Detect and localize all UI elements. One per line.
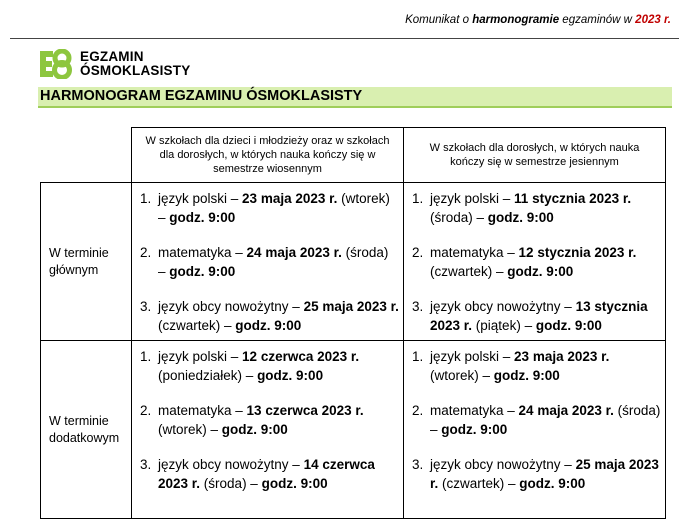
exam-subject: język obcy nowożytny – (430, 457, 576, 472)
exam-day: (czwartek) – (438, 476, 520, 491)
exam-time: godz. 9:00 (441, 422, 508, 437)
table-row (41, 341, 666, 519)
exam-item (132, 401, 403, 439)
exam-item (132, 189, 403, 227)
exam-subject: język obcy nowożytny – (158, 457, 304, 472)
exam-subject: język obcy nowożytny – (158, 299, 304, 314)
main-spring-cell (132, 183, 404, 341)
main-autumn-cell (404, 183, 666, 341)
page-title: HARMONOGRAM EGZAMINU ÓSMOKLASISTY (40, 88, 363, 104)
exam-date: 25 maja 2023 r. (430, 457, 659, 491)
exam-date: 25 maja 2023 r. (303, 299, 399, 314)
empty-corner-cell (41, 128, 132, 183)
exam-date: 24 maja 2023 r. (518, 403, 614, 418)
exam-number: 1. (140, 349, 152, 364)
exam-number: 3. (412, 457, 424, 472)
exam-date: 13 czerwca 2023 r. (246, 403, 364, 418)
exam-day: (środa) – (200, 476, 262, 491)
exam-date: 12 stycznia 2023 r. (518, 245, 637, 260)
exam-day: (środa) – (158, 245, 389, 279)
header-year: 2023 r. (635, 14, 671, 26)
exam-day: (środa) – (430, 210, 488, 225)
exam-item (404, 189, 665, 227)
exam-item (132, 455, 403, 493)
header-prefix: Komunikat o (405, 14, 473, 26)
exam-item (132, 297, 403, 335)
exam-item (132, 347, 403, 385)
exam-date: 24 maja 2023 r. (246, 245, 342, 260)
row-label-main: W terminie głównym (41, 183, 132, 341)
exam-subject: matematyka – (158, 245, 247, 260)
exam-number: 1. (412, 349, 424, 364)
exam-day: (poniedziałek) – (158, 368, 258, 383)
exam-day: (wtorek) – (158, 191, 390, 225)
exam-day: (wtorek) – (158, 422, 222, 437)
logo-line1: EGZAMIN (80, 49, 144, 64)
additional-autumn-cell (404, 341, 666, 519)
logo-line2: ÓSMOKLASISTY (80, 63, 191, 78)
e8-logo-icon (38, 49, 72, 79)
exam-day: (piątek) – (472, 318, 536, 333)
exam-date: 23 maja 2023 r. (514, 349, 610, 364)
exam-time: godz. 9:00 (261, 476, 328, 491)
table-header-row (41, 128, 666, 183)
document-header (405, 14, 671, 26)
col-header-spring: W szkołach dla dzieci i młodzieży oraz w szkołach dla dorosłych, w których nauka kończy się w semestrze wiosennym (132, 128, 404, 183)
exam-time: godz. 9:00 (169, 264, 236, 279)
exam-subject: język polski – (430, 191, 515, 206)
exam-date: 12 czerwca 2023 r. (242, 349, 360, 364)
exam-number: 3. (412, 299, 424, 314)
exam-time: godz. 9:00 (221, 422, 288, 437)
exam-date: 14 czerwca 2023 r. (158, 457, 375, 491)
exam-item (404, 347, 665, 385)
exam-number: 3. (140, 299, 152, 314)
exam-time: godz. 9:00 (535, 318, 602, 333)
exam-item (404, 401, 665, 439)
exam-date: 23 maja 2023 r. (242, 191, 338, 206)
exam-subject: matematyka – (430, 403, 519, 418)
table-row (41, 183, 666, 341)
exam-day: (czwartek) – (158, 318, 236, 333)
exam-number: 2. (140, 245, 152, 260)
exam-time: godz. 9:00 (519, 476, 586, 491)
col-header-autumn: W szkołach dla dorosłych, w których nauka kończy się w semestrze jesiennym (404, 128, 666, 183)
exam-day: (środa) – (430, 403, 661, 437)
header-bold: harmonogramie (472, 14, 560, 26)
exam-subject: matematyka – (430, 245, 519, 260)
exam-time: godz. 9:00 (493, 368, 560, 383)
logo-wordmark (80, 50, 190, 78)
exam-date: 11 stycznia 2023 r. (514, 191, 632, 206)
additional-spring-cell (132, 341, 404, 519)
exam-item (404, 243, 665, 281)
exam-time: godz. 9:00 (169, 210, 236, 225)
schedule-table (40, 127, 666, 519)
exam-subject: język polski – (158, 349, 243, 364)
exam-time: godz. 9:00 (507, 264, 574, 279)
exam-time: godz. 9:00 (257, 368, 324, 383)
exam-number: 2. (412, 403, 424, 418)
title-bar (38, 87, 672, 108)
exam-day: (wtorek) – (430, 368, 494, 383)
header-middle: egzaminów w (559, 14, 636, 26)
exam-item (132, 243, 403, 281)
exam-number: 1. (412, 191, 424, 206)
exam-subject: język polski – (430, 349, 515, 364)
exam-subject: język obcy nowożytny – (430, 299, 576, 314)
exam-subject: język polski – (158, 191, 243, 206)
row-label-additional: W terminie dodatkowym (41, 341, 132, 519)
exam-item (404, 297, 665, 335)
exam-item (404, 455, 665, 493)
exam-time: godz. 9:00 (235, 318, 302, 333)
exam-time: godz. 9:00 (487, 210, 554, 225)
exam-number: 2. (140, 403, 152, 418)
exam-subject: matematyka – (158, 403, 247, 418)
exam-date: 13 stycznia 2023 r. (430, 299, 648, 333)
exam-number: 1. (140, 191, 152, 206)
exam-day: (czwartek) – (430, 264, 508, 279)
exam-number: 2. (412, 245, 424, 260)
exam-number: 3. (140, 457, 152, 472)
